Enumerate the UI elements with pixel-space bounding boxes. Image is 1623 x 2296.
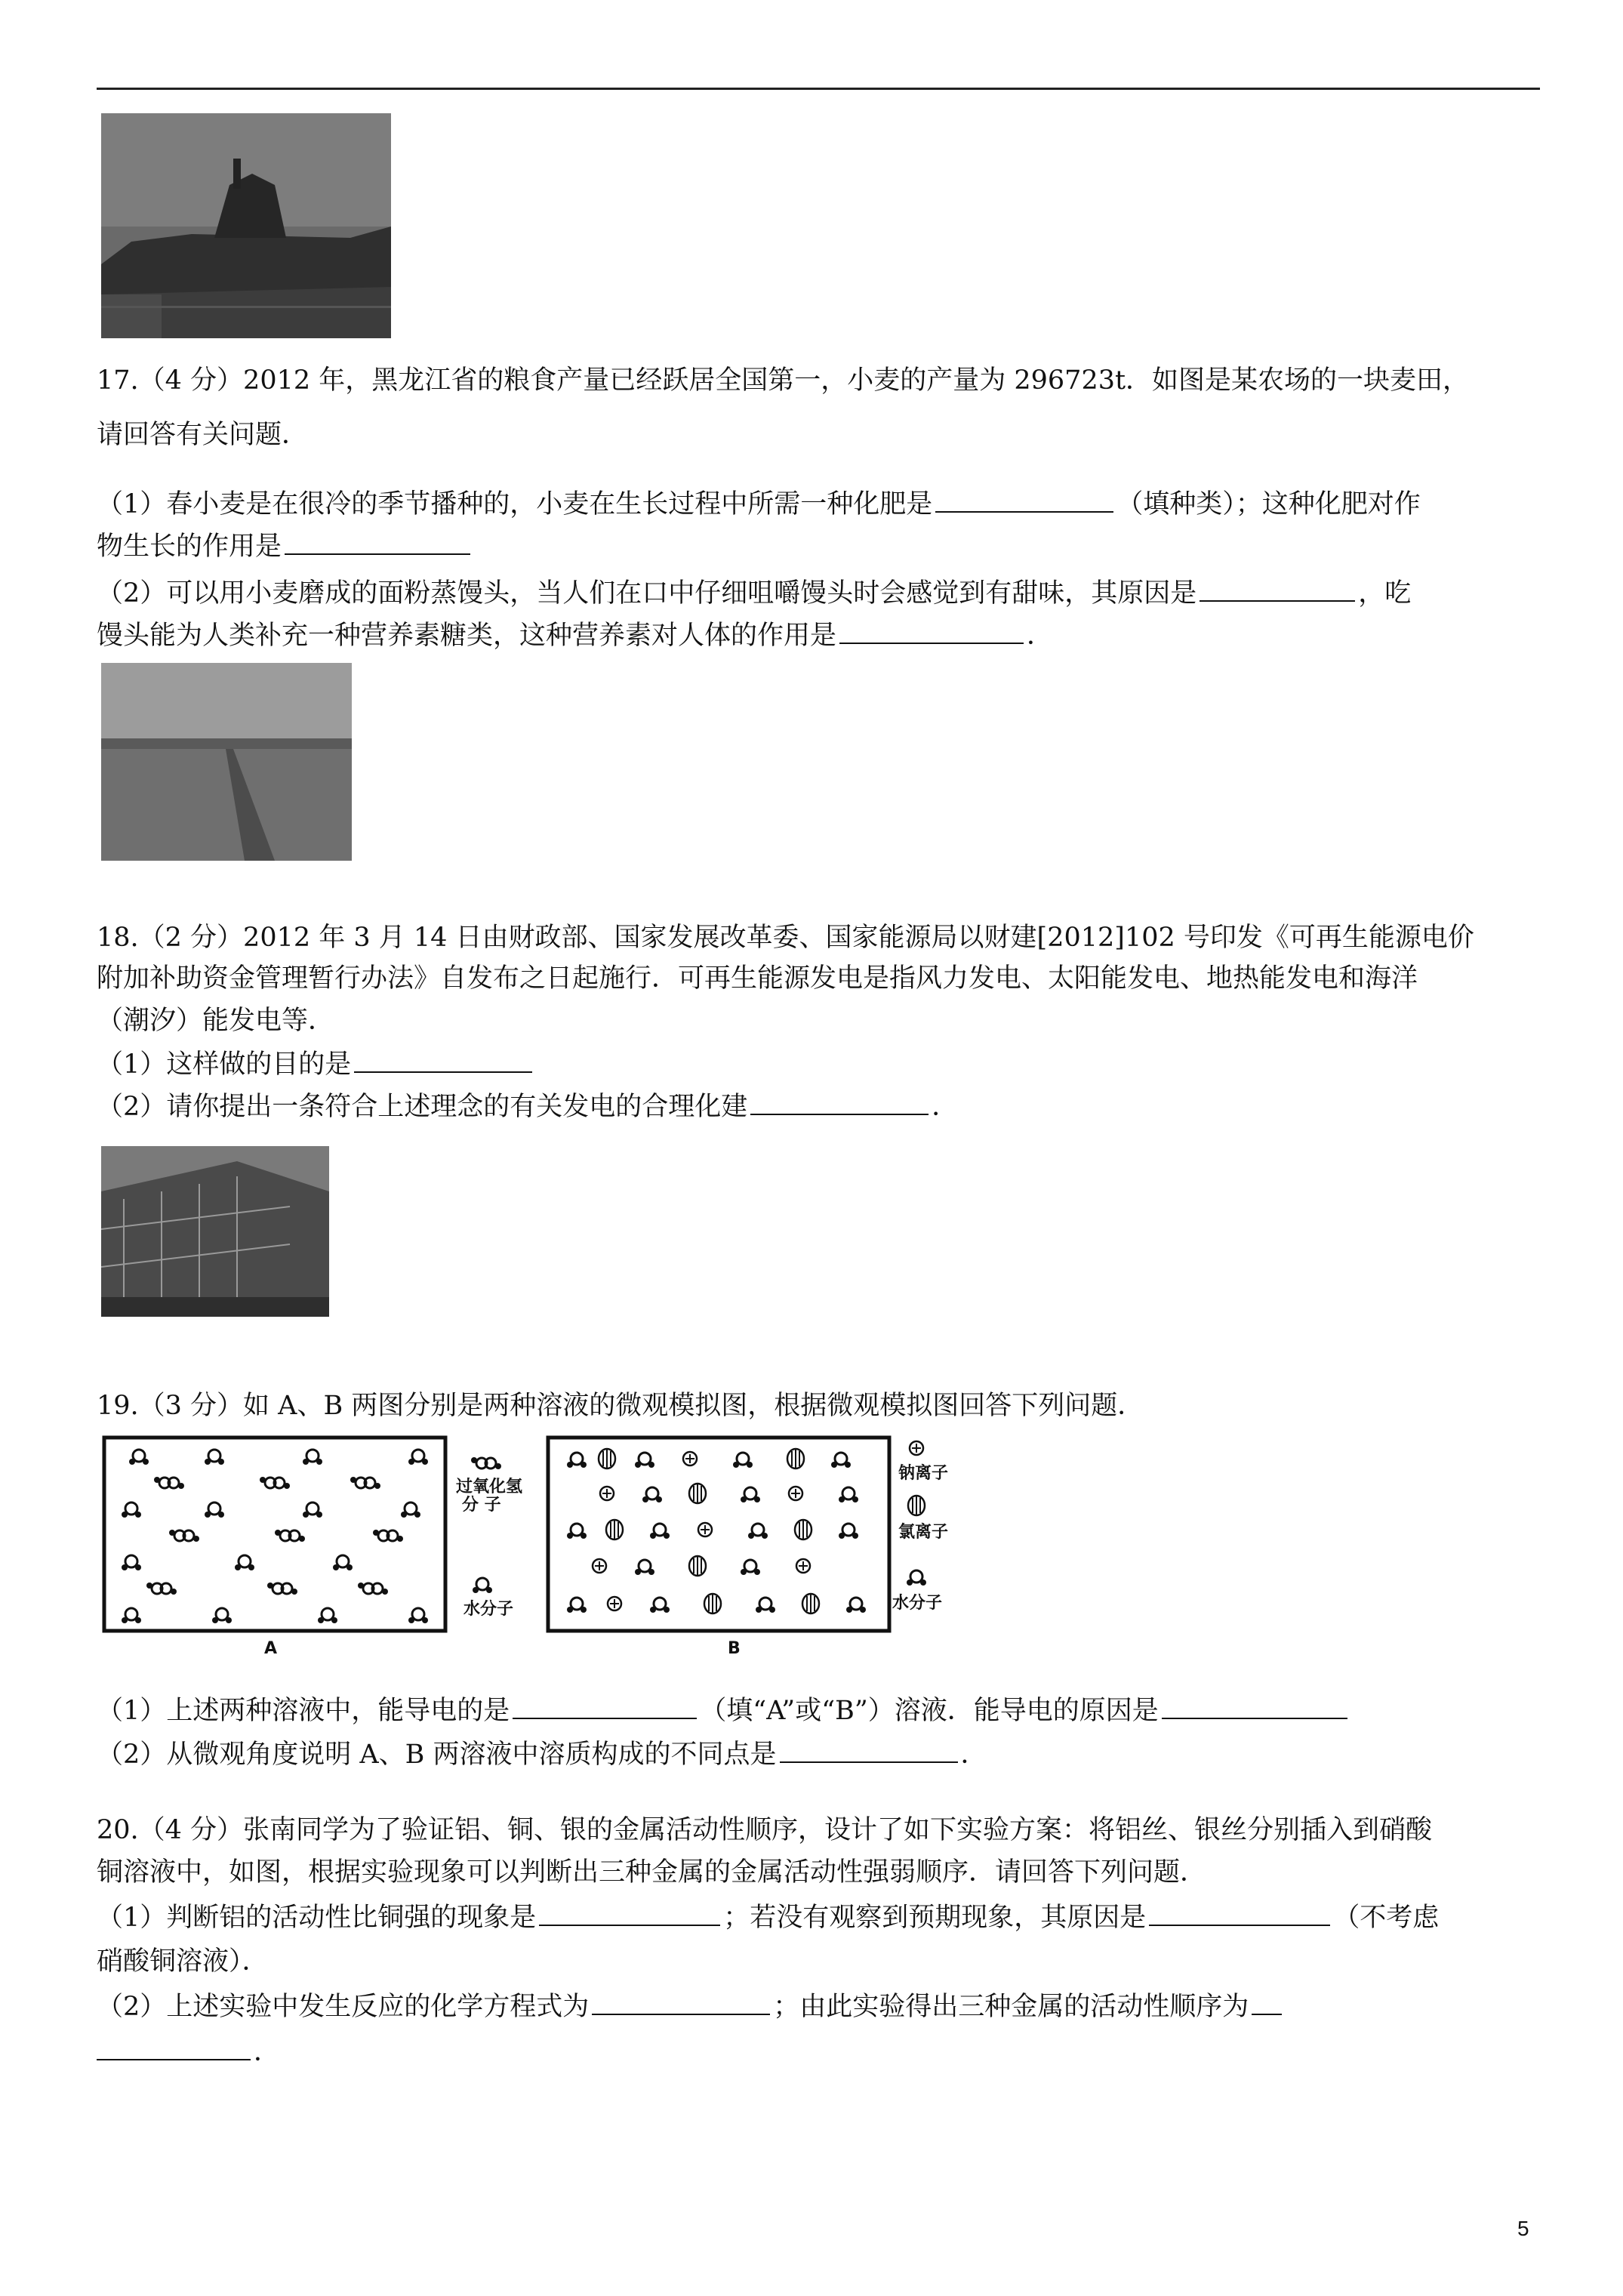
beaker-a-particles (122, 1450, 428, 1623)
legend-water-label-b: 水分子 (892, 1594, 943, 1613)
q17-sweet-reason-blank[interactable] (1200, 575, 1355, 602)
q20-line-6 (97, 2029, 280, 2075)
page-number: 5 (1517, 2217, 1529, 2240)
q18-line-5-text-a: （2）请你提出一条符合上述理念的有关发电的合理化建 (97, 1092, 748, 1122)
q17-fertilizer-effect-blank[interactable] (285, 528, 470, 555)
q20-line-5 (97, 1984, 1285, 2029)
q17-line-4 (97, 524, 473, 569)
header-rule (97, 88, 1540, 90)
q20-line-3-text-a: （1）判断铝的活动性比铜强的现象是 (97, 1903, 537, 1933)
q20-equation-blank[interactable] (592, 1988, 770, 2015)
q20-order-blank-start[interactable] (1252, 1988, 1282, 2015)
q20-line-4: 硝酸铜溶液）． (97, 1946, 269, 1977)
q20-line-1: 20.（4 分）张南同学为了验证铝、铜、银的金属活动性顺序，设计了如下实验方案：将铝丝、银丝分别插入到硝酸 (97, 1815, 1433, 1845)
q20-reason-blank[interactable] (1149, 1899, 1330, 1926)
q17-fertilizer-blank[interactable] (935, 485, 1113, 513)
q18-line-5-text-b: ． (932, 1092, 959, 1122)
q19-difference-blank[interactable] (780, 1736, 958, 1763)
q19-line-3-text-a: （2）从微观角度说明 A、B 两溶液中溶质构成的不同点是 (97, 1740, 777, 1770)
q17-line-3 (97, 482, 1421, 527)
q17-nutrient-effect-blank[interactable] (839, 617, 1024, 644)
q17-line-4-text: 物生长的作用是 (97, 532, 282, 562)
q17-line-3-text-a: （1）春小麦是在很冷的季节播种的，小麦在生长过程中所需一种化肥是 (97, 489, 933, 519)
q19-conductive-reason-blank[interactable] (1162, 1692, 1347, 1719)
q18-line-1: 18.（2 分）2012 年 3 月 14 日由财政部、国家发展改革委、国家能源局以财建[2012]102 号印发《可再生能源电价 (97, 923, 1474, 953)
beaker-b-particles (567, 1449, 866, 1613)
q17-line-2: 请回答有关问题． (97, 420, 309, 450)
q17-line-3-text-b: （填种类）；这种化肥对作 (1116, 489, 1421, 519)
q20-phenomenon-blank[interactable] (539, 1899, 720, 1926)
legend-h2o2-label-2: 分 子 (462, 1496, 501, 1515)
q18-line-5 (97, 1084, 958, 1130)
q20-line-3-text-b: ；若没有观察到预期现象，其原因是 (723, 1903, 1147, 1933)
q20-line-5-text-b: ；由此实验得出三种金属的活动性顺序为 (773, 1992, 1249, 2022)
solution-micro-diagram (101, 1433, 957, 1660)
q19-line-3-text-b: ． (960, 1740, 987, 1770)
beaker-a-legend (456, 1457, 522, 1619)
q18-line-4-text: （1）这样做的目的是 (97, 1049, 352, 1080)
wheat-field-photo (101, 663, 352, 861)
q20-line-5-text-a: （2）上述实验中发生反应的化学方程式为 (97, 1992, 590, 2022)
q18-line-2: 附加补助资金管理暂行办法》自发布之日起施行．可再生能源发电是指风力发电、太阳能发电、地热能发电和海洋 (97, 963, 1418, 994)
q18-line-3: （潮汐）能发电等． (97, 1006, 335, 1036)
q17-line-5-text-b: ，吃 (1358, 578, 1412, 609)
q18-line-4 (97, 1042, 535, 1087)
q18-purpose-blank[interactable] (354, 1046, 532, 1073)
q19-line-2-text-a: （1）上述两种溶液中，能导电的是 (97, 1696, 510, 1726)
q17-line-6-text-a: 馒头能为人类补充一种营养素糖类，这种营养素对人体的作用是 (97, 621, 837, 651)
q19-line-3 (97, 1732, 987, 1777)
q20-line-6-text: ． (254, 2037, 281, 2067)
q17-line-1: 17.（4 分）2012 年，黑龙江省的粮食产量已经跃居全国第一，小麦的产量为 296723t．如图是某农场的一块麦田， (97, 365, 1470, 396)
q17-line-6 (97, 613, 1053, 658)
aircraft-carrier-photo (101, 113, 391, 338)
q18-suggestion-blank[interactable] (750, 1088, 929, 1115)
diagram-label-b: B (728, 1639, 741, 1658)
q19-line-2-text-b: （填“A”或“B”）溶液．能导电的原因是 (700, 1696, 1159, 1726)
beaker-b-legend (892, 1441, 948, 1613)
q19-line-2 (97, 1688, 1350, 1734)
legend-water-label-a: 水分子 (463, 1600, 514, 1619)
q20-line-3 (97, 1895, 1439, 1940)
q19-line-1: 19.（3 分）如 A、B 两图分别是两种溶液的微观模拟图，根据微观模拟图回答下列问题． (97, 1391, 1144, 1421)
q17-line-6-text-b: ． (1027, 621, 1054, 651)
legend-sodium-label: 钠离子 (898, 1464, 949, 1483)
legend-chloride-label: 氯离子 (898, 1523, 949, 1542)
beaker-a-box (104, 1438, 445, 1631)
solar-panel-photo (101, 1146, 329, 1317)
q20-line-2: 铜溶液中，如图，根据实验现象可以判断出三种金属的金属活动性强弱顺序．请回答下列问题． (97, 1857, 1207, 1888)
q17-line-5 (97, 571, 1411, 616)
q19-conductive-solution-blank[interactable] (513, 1692, 697, 1719)
beaker-b-box (548, 1438, 889, 1631)
q20-line-3-text-c: （不考虑 (1333, 1903, 1440, 1933)
q17-line-5-text-a: （2）可以用小麦磨成的面粉蒸馒头，当人们在口中仔细咀嚼馒头时会感觉到有甜味，其原因是 (97, 578, 1197, 609)
q20-order-blank[interactable] (97, 2033, 251, 2060)
diagram-label-a: A (264, 1639, 278, 1658)
legend-h2o2-label-1: 过氧化氢 (456, 1478, 523, 1496)
